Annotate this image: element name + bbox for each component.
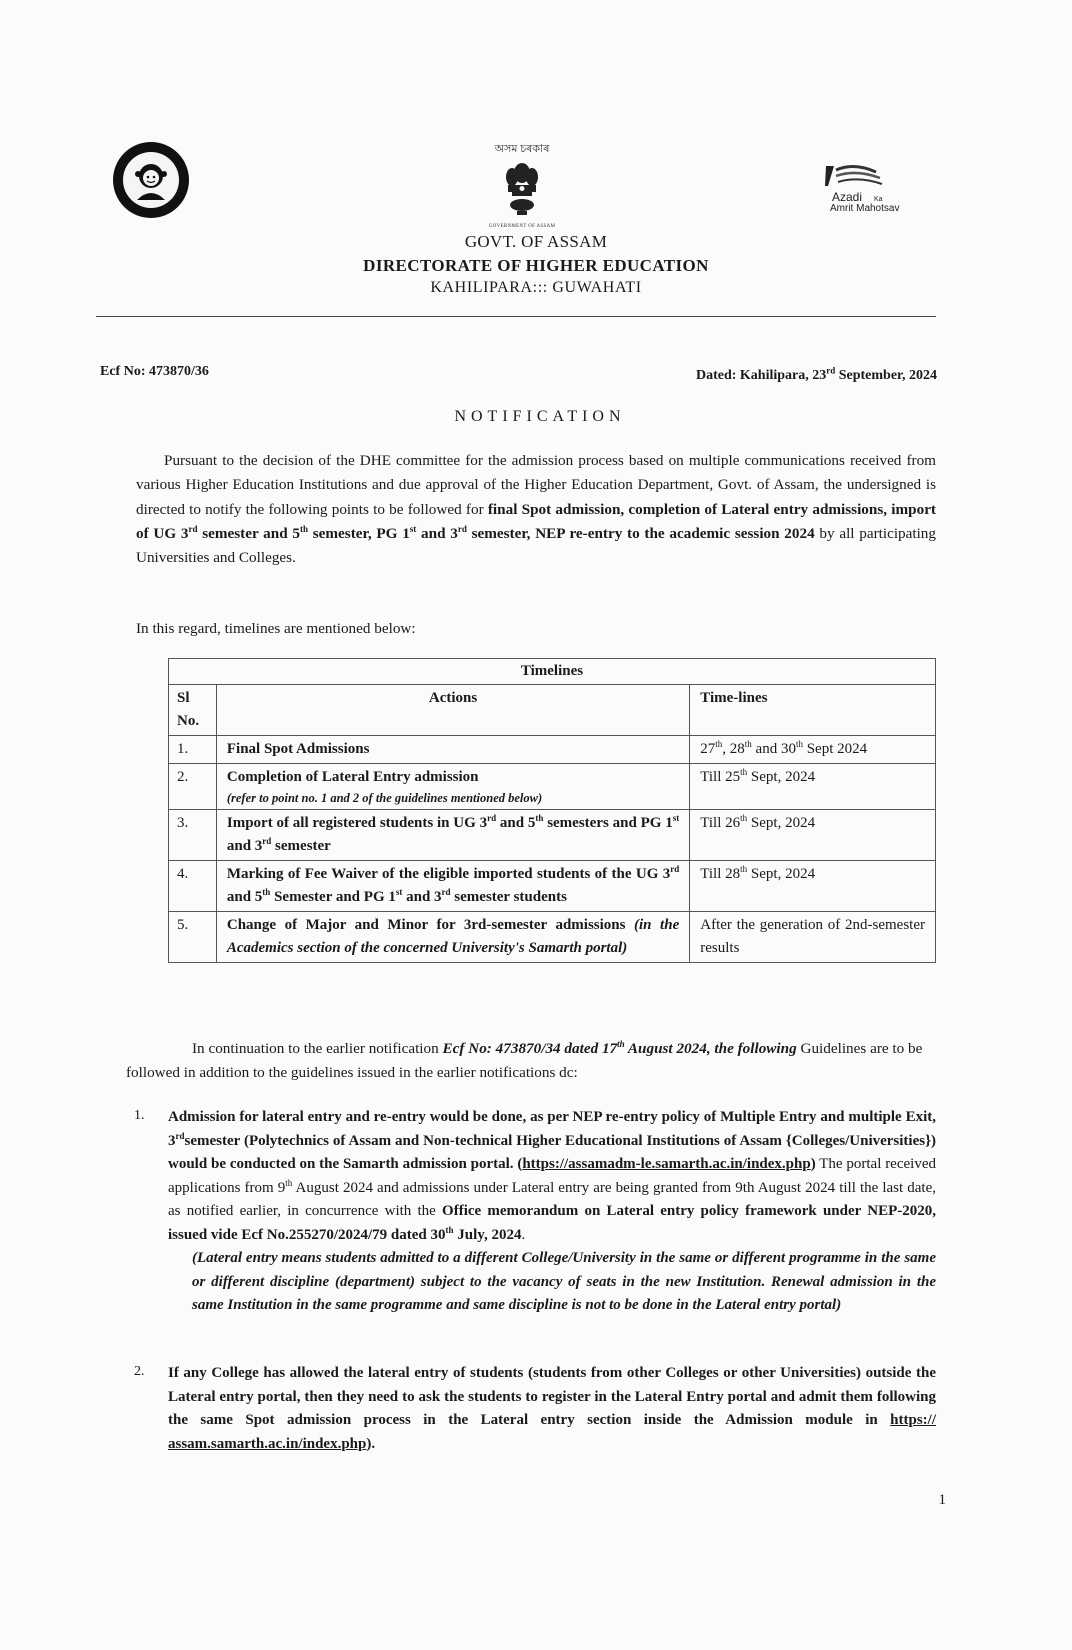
directorate-heading: DIRECTORATE OF HIGHER EDUCATION — [363, 256, 709, 275]
school-girl-logo — [111, 140, 191, 220]
emblem-script: অসম চৰকাৰ — [494, 143, 550, 155]
page-number: 1 — [938, 1492, 946, 1508]
timelines-intro: In this regard, timelines are mentioned below: — [136, 620, 416, 637]
azadi-ka-text: Ka — [874, 196, 883, 203]
amrit-mahotsav-text: Amrit Mahotsav — [830, 203, 900, 214]
intro-paragraph: Pursuant to the decision of the DHE committee for the admission process based on multiple communications received from various Higher Education Institutions and due approval of the Higher Education Department, Govt. of Assam, the undersigned is directed to notify the following points to be followed for final Spot admission, completion of Lateral entry admissions, import of UG 3rd semester and 5th semester, PG 1st and 3rd semester, NEP re-entry to the academic session 2024 by all participating Universities and Colleges. — [136, 452, 936, 567]
emblem-caption: GOVERNMENT OF ASSAM — [488, 224, 556, 229]
azadi-text: Azadi — [832, 190, 863, 204]
notification-title: NOTIFICATION — [454, 408, 626, 425]
col-sl-no: Sl No. — [169, 685, 217, 736]
item-number: 2. — [134, 1364, 145, 1379]
guideline-item-1: Admission for lateral entry and re-entry would be done, as per NEP re-entry policy of Multiple Entry and multiple Exit, 3rdsemester (Polytechnics of Assam and Non-technical Higher Educational Institutions of Assam {Colleges/Universities}) would be conducted on the Samarth admission portal. (https://assamadm-le.samarth.ac.in/index.php) The portal received applications from 9th August 2024 and admissions under Lateral entry are being granted from 9th August 2024 till the last date, as notified earlier, in concurrence with the Office memorandum on Lateral entry policy framework under NEP-2020, issued vide Ecf No.255270/2024/79 dated 30th July, 2024. (Lateral entry means students admitted to a different College/University in the same or different programme in the same or different discipline (department) subject to the vacancy of seats in the new Institution. Renewal admission in the same Institution in the same programme and same discipline is not to be done in the Lateral entry portal) — [168, 1106, 936, 1318]
table-header-row — [169, 685, 936, 736]
notification-date: Dated: Kahilipara, 23rd September, 2024 — [695, 365, 937, 383]
lion-capital-icon — [502, 159, 542, 217]
continuation-paragraph: In continuation to the earlier notification Ecf No: 473870/34 dated 17th August 2024, the following Guidelines are to be followed in addition to the guidelines issued in the earlier notifications dc: — [126, 1038, 923, 1081]
table-row: 5. Change of Major and Minor for 3rd-semester admissions (in the Academics section of the concerned University's Samarth portal) After the generation of 2nd-semester results — [169, 912, 936, 963]
table-row: 4. Marking of Fee Waiver of the eligible imported students of the UG 3rd and 5th Semester and PG 1st and 3rd semester students Till 28th Sept, 2024 — [169, 861, 936, 912]
lateral-entry-definition: (Lateral entry means students admitted to a different College/University in the same or different programme in the same or different discipline (department) subject to the vacancy of seats in the new Institution. Renewal admission in the same Institution in the same programme and same discipline is not to be done in the Lateral entry portal) — [192, 1250, 936, 1313]
guideline-item-2: If any College has allowed the lateral entry of students (students from other Colleges or other Universities) outside the Lateral entry portal, then they need to ask the students to register in the Lateral Entry portal and admit them following the same Spot admission process in the Lateral entry section inside the Admission module in https:// assam.samarth.ac.in/index.php). — [168, 1365, 936, 1452]
govt-heading: GOVT. OF ASSAM — [464, 232, 608, 251]
address-heading: KAHILIPARA::: GUWAHATI — [430, 279, 642, 296]
table-row: 3. Import of all registered students in UG 3rd and 5th semesters and PG 1st and 3rd semester Till 26th Sept, 2024 — [169, 810, 936, 861]
samarth-admission-link[interactable]: https:// assam.samarth.ac.in/index.php — [168, 1412, 936, 1452]
col-timelines: Time-lines — [690, 685, 936, 736]
table-row: 1. Final Spot Admissions 27th, 28th and 30th Sept 2024 — [169, 736, 936, 764]
ecf-number: Ecf No: 473870/36 — [100, 364, 209, 379]
state-emblem — [472, 140, 572, 235]
timelines-table — [168, 658, 936, 963]
flag-swoosh-icon — [820, 160, 900, 190]
header-divider — [96, 316, 936, 317]
col-actions: Actions — [216, 685, 689, 736]
table-row: 2. Completion of Lateral Entry admission (refer to point no. 1 and 2 of the guidelines mentioned below) Till 25th Sept, 2024 — [169, 764, 936, 810]
table-caption: Timelines — [169, 659, 936, 685]
item-number: 1. — [134, 1108, 145, 1123]
azadi-ka-amrit-mahotsav-logo — [820, 160, 920, 220]
lateral-entry-portal-link[interactable]: https://assamadm-le.samarth.ac.in/index.php — [522, 1156, 811, 1172]
